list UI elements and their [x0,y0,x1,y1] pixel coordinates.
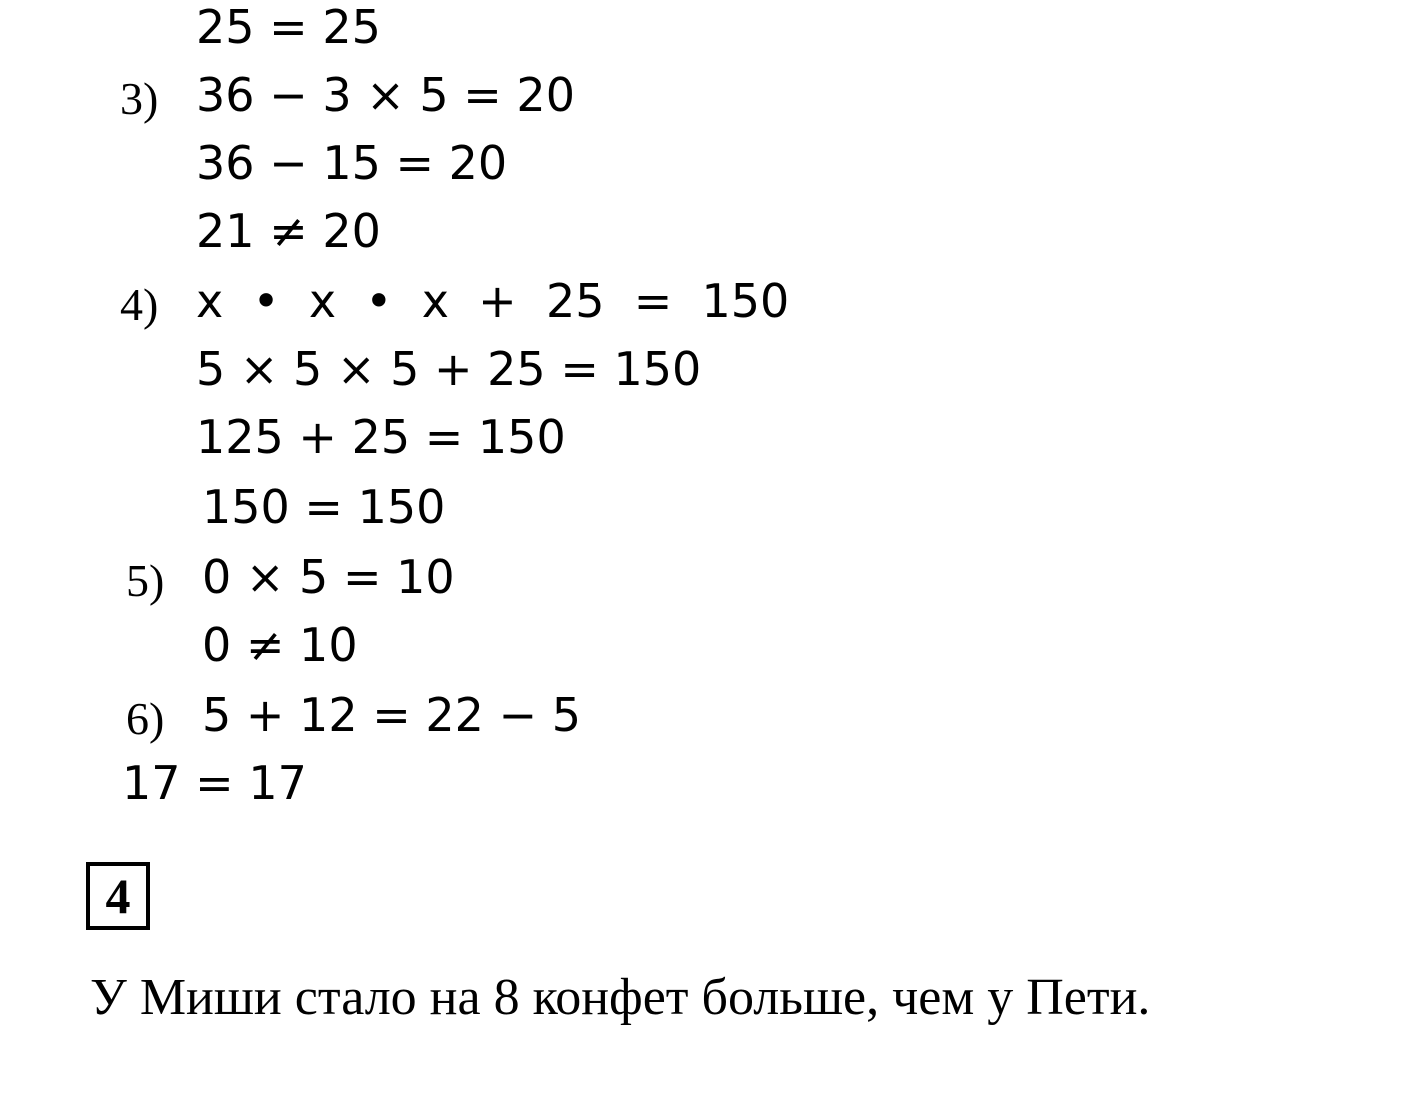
item-number: 6) [126,693,165,744]
equation-line: 0 ≠ 10 [202,618,358,672]
equation-line: 25 = 25 [196,0,381,54]
item-number: 5) [126,555,165,606]
answer-text: У Миши стало на 8 конфет больше, чем у Пети. [90,969,1151,1026]
item-number: 4) [120,279,159,330]
equation-line: 17 = 17 [122,756,307,810]
equation-line: 0 × 5 = 10 [202,550,455,604]
equation-line: x • x • x + 25 = 150 [196,274,790,328]
equation-line: 36 − 3 × 5 = 20 [196,68,575,122]
task-number: 4 [105,868,131,924]
equation-line: 36 − 15 = 20 [196,136,508,190]
equation-line: 5 + 12 = 22 − 5 [202,688,581,742]
equation-line: 5 × 5 × 5 + 25 = 150 [196,342,702,396]
task-number-box [86,862,150,930]
equation-line: 150 = 150 [202,480,446,534]
item-number: 3) [120,73,159,124]
equation-line: 125 + 25 = 150 [196,410,566,464]
equation-line: 21 ≠ 20 [196,204,381,258]
